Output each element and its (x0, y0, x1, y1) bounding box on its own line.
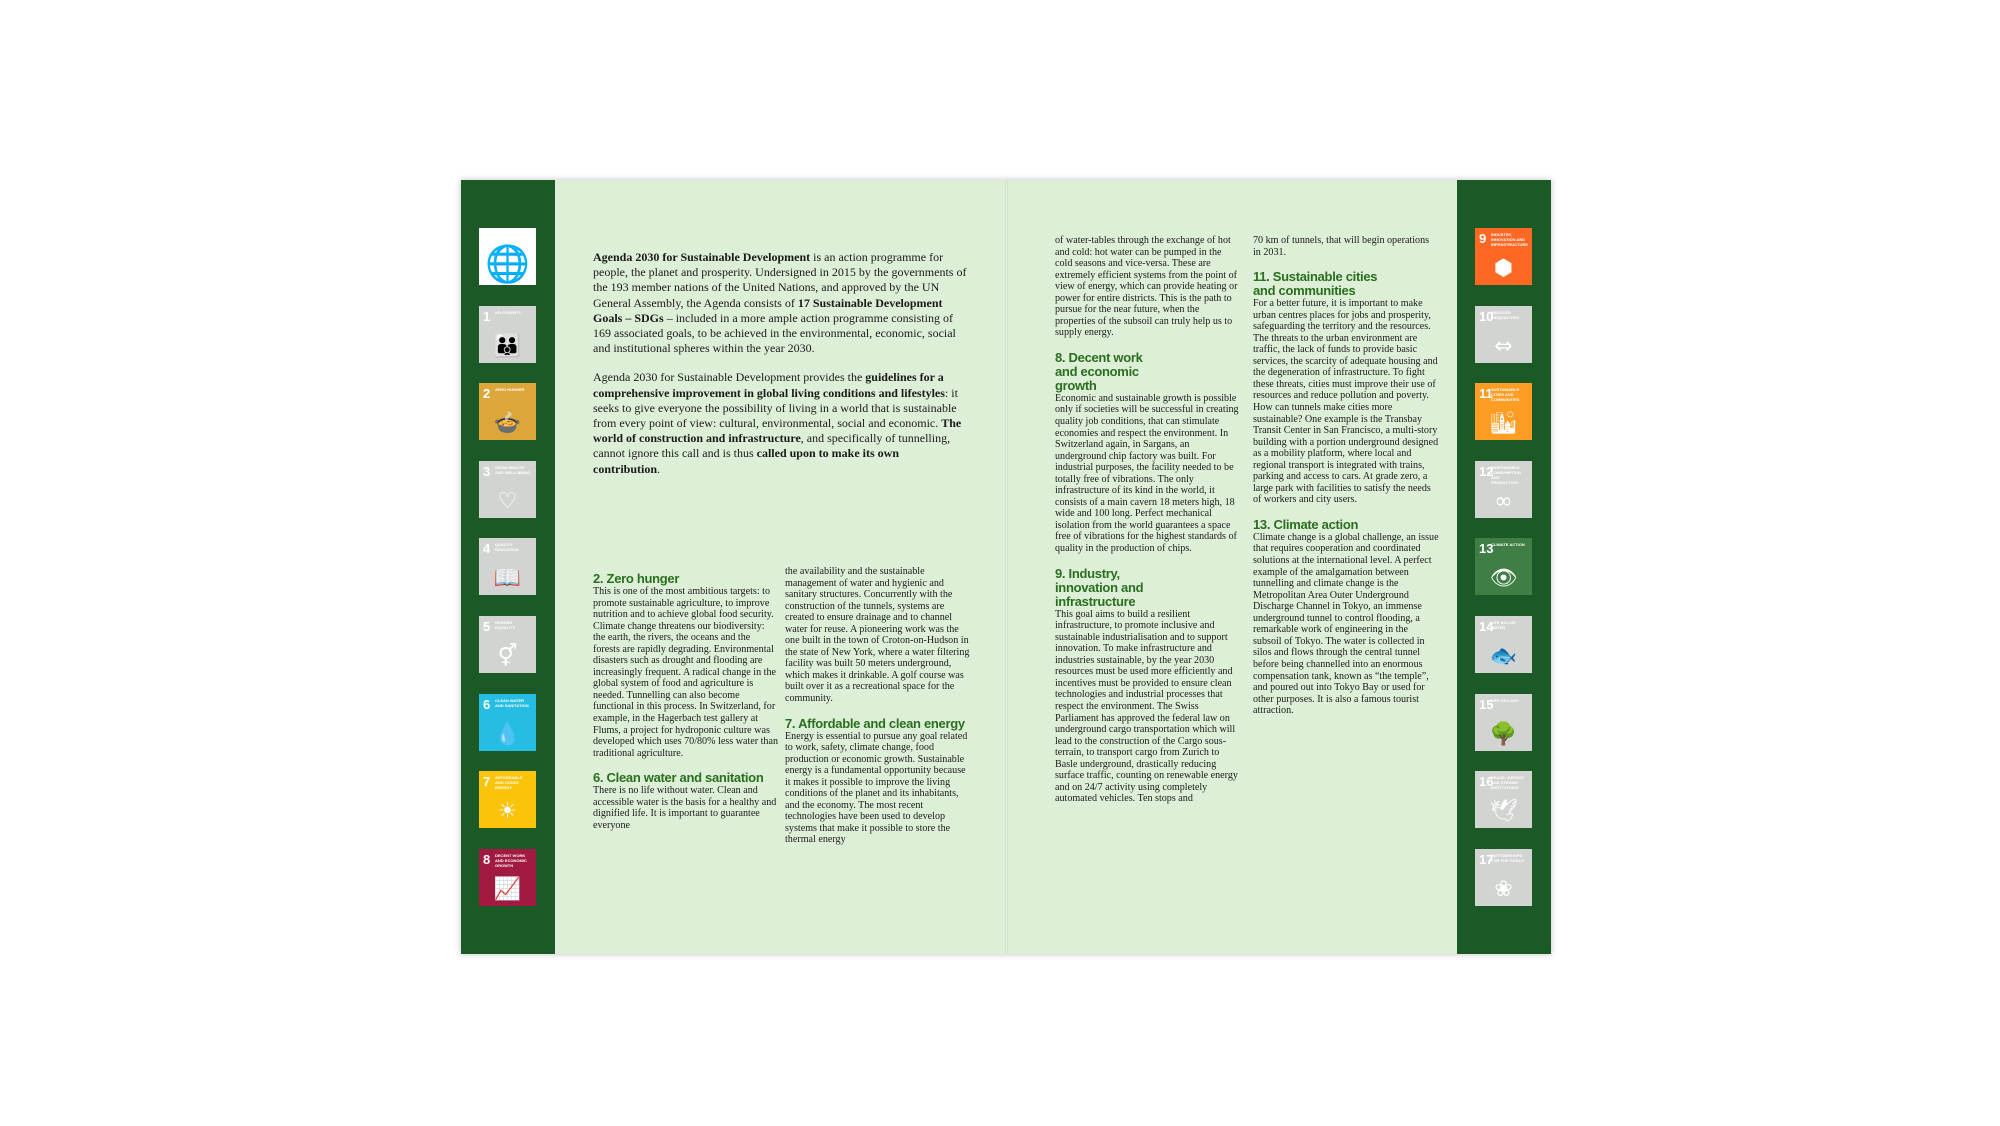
intro-bold-construction: The world of construction and infrastructure (593, 416, 962, 446)
sdg-glyph-icon: ⬢ (1493, 256, 1514, 281)
sdg-14-icon (1475, 616, 1532, 673)
sdg-glyph-icon: 🌐 (485, 244, 530, 285)
section-9-continued: 70 km of tunnels, that will begin operations in 2031. (1253, 235, 1430, 258)
section-6-body: There is no life without water. Clean and accessible water is the basis for a healthy and dignified life. It is important to guarantee everyone (593, 785, 777, 831)
sdg-number: 13 (1479, 541, 1494, 557)
sdg-label: AFFORDABLE AND CLEAN ENERGY (495, 775, 523, 791)
sdg-glyph-icon: 🍲 (493, 411, 522, 437)
sdg-label: LIFE ON LAND (1491, 697, 1519, 703)
sdg-label: CLEAN WATER AND SANITATION (495, 697, 529, 708)
sdg-16-icon (1475, 771, 1532, 828)
sdg-number: 4 (483, 541, 491, 557)
section-11-body: For a better future, it is important to make urban centres places for jobs and prosperity, safeguarding the territory and the resources. The threats to the urban environment are traffic, the lack of funds to provide basic services, the scarcity of adequate housing and the degeneration of infrastructure. To fight these threats, cities must improve their use of resources and reduce pollution and poverty. How can tunnels make cities more sustainable? One example is the Transbay Transit Center in San Francisco, a multi-story building with a portion underground designed as a mobility platform, where local and regional transport is integrated with trains, parking and access to cars. At grade zero, a large park with facilities to satisfy the needs of workers and city users. (1253, 298, 1439, 506)
sdg-glyph-icon: 👪 (493, 333, 522, 359)
sdg-7-icon (479, 771, 536, 828)
intro-text-2: – included in a more ample action programme consisting of 169 associated goals, to be achieved in the environmental, economic, social and institutional spheres within the year 2030. (593, 310, 956, 356)
sdg-8-icon (479, 849, 536, 906)
sdg-glyph-icon: 🏙 (1489, 411, 1518, 437)
intro-text-4: : it seeks to give everyone the possibility of living in a world that is sustainable from every point of view: cultural, environmental, social and economic. (593, 385, 958, 431)
sdg-15-icon (1475, 694, 1532, 751)
left-sdg-sidebar (461, 180, 555, 954)
intro-text-3: Agenda 2030 for Sustainable Development provides the (593, 370, 866, 385)
section-11-title: 11. Sustainable cities and communities (1253, 269, 1378, 299)
section-7-title: 7. Affordable and clean energy (785, 715, 965, 731)
sdg-13-icon (1475, 538, 1532, 595)
section-8-title: 8. Decent work and economic growth (1055, 349, 1143, 393)
section-13-title: 13. Climate action (1253, 516, 1359, 532)
sdg-4-icon (479, 538, 536, 595)
left-column-1 (593, 572, 778, 831)
right-column-2 (1253, 235, 1439, 717)
intro-text-1: is an action programme for people, the planet and prosperity. Undersigned in 2015 by the governments of the 193 member nations of the United Nations, and approved by the UN General Assembly, the Agenda consists of (593, 250, 967, 310)
sdg-label: GOOD HEALTH AND WELL-BEING (495, 464, 531, 475)
sdg-number: 17 (1479, 851, 1494, 867)
sdg-5-icon (479, 616, 536, 673)
sdg-17-icon (1475, 849, 1532, 906)
sdg-1-icon (479, 306, 536, 363)
sdg-label: ZERO HUNGER (495, 387, 525, 393)
sdg-label: REDUCED INEQUALITIES (1491, 309, 1520, 320)
section-2-body: This is one of the most ambitious targets: to promote sustainable agriculture, to improve nutrition and to achieve global food security. Climate change threatens our biodiversity: the earth, the rivers, the oceans and the forests are rapidly degrading. Environmental disasters such as drought and flooding are increasingly frequent. A radical change in the global system of food and agriculture is needed. Tunnelling can also become functional in this process. In Switzerland, for example, in the Hagerbach test gallery at Flums, a project for hydroponic culture was developed which uses 70/80% less water than traditional agriculture. (593, 586, 779, 759)
intro-bold-contribution: called upon to make its own contribution (593, 446, 899, 476)
sdg-label: PARTNERSHIPS FOR THE GOALS (1491, 852, 1524, 863)
intro-bold-guidelines: guidelines for a comprehensive improvement in global living conditions and lifestyles (593, 370, 945, 400)
intro-bold-agenda: Agenda 2030 for Sustainable Development (593, 250, 811, 264)
sdg-label: GENDER EQUALITY (495, 620, 516, 630)
page-spine (1005, 180, 1008, 954)
section-7-body: Energy is essential to pursue any goal related to work, safety, climate change, food production or economic growth. Sustainable energy is a fundamental opportunity because it makes it possible to improve the living conditions of the planet and its inhabitants, and the economy. The most recent technologies have been used to develop systems that make it possible to store the thermal energy (785, 730, 968, 846)
sdg-label: SUSTAINABLE CITIES AND COMMUNITIES (1491, 387, 1520, 403)
sdg-number: 12 (1479, 463, 1494, 479)
sdg-number: 3 (483, 463, 491, 479)
sdg-glyph-icon: ♡ (497, 488, 518, 514)
sdg-glyph-icon: 🐟 (1489, 644, 1518, 669)
sdg-number: 10 (1479, 308, 1494, 324)
sdg-glyph-icon: 👁 (1489, 566, 1518, 592)
intro-paragraph-2 (593, 370, 968, 476)
section-9-body: This goal aims to build a resilient infrastructure, to promote inclusive and sustainable industrialisation and to support innovation. To make infrastructure and industries sustainable, by the year 2030 resources must be used more efficiently and incentives must be provided to ensure clean technologies and industrial processes that respect the environment. The Swiss Parliament has approved the federal law on underground cargo transportation which will lead to the construction of the Cargo sous-terrain, to transport cargo from Zurich to Basle underground, drastically reducing surface traffic, counting on renewable energy and on 24/7 activity using completely automated vehicles. Ten stops and (1055, 608, 1238, 805)
sdg-number: 1 (483, 308, 491, 324)
sdg-glyph-icon: 🕊 (1489, 799, 1518, 825)
right-column-1 (1055, 235, 1241, 805)
section-13-body: Climate change is a global challenge, an issue that requires cooperation and coordinated solutions at the international level. A perfect example of the amalgamation between tunnelling and climate change is the Metropolitan Area Outer Underground Discharge Channel in Tokyo, an immense underground tunnel to control flooding, a remarkable work of engineering in the subsoil of Tokyo. The water is collected in silos and flows through the central tunnel before being channelled into an enormous compensation tank, known as “the temple”, and poured out into Tokyo Bay or used for other purposes. It is also a famous tourist attraction. (1253, 531, 1439, 717)
sdg-label: QUALITY EDUCATION (495, 542, 519, 553)
section-7-continued: of water-tables through the exchange of hot and cold: hot water can be pumped in the cold seasons and vice-versa. These are extremely efficient systems from the point of view of energy, which can provide heating or power for entire districts. This is the path to pursue for the near future, when the properties of the subsoil can truly help us to supply energy. (1055, 235, 1238, 339)
left-column-2 (785, 566, 970, 846)
sdg-label: DECENT WORK AND ECONOMIC GROWTH (495, 852, 527, 868)
sdg-glyph-icon: 📖 (493, 566, 522, 592)
right-sdg-sidebar (1457, 180, 1551, 954)
sdg-number: 14 (1479, 619, 1494, 634)
sdg-glyph-icon: ❀ (1494, 876, 1513, 902)
intro-paragraph-1 (593, 250, 968, 356)
section-6-continued: the availability and the sustainable management of water and hygienic and sanitary structures. Concurrently with the construction of the tunnels, systems are created to ensure drainage and to channel water for reuse. A pioneering work was the one built in the town of Croton-on-Hudson in the state of New York, where a water filtering facility was built 50 meters underground, which makes it drinkable. A golf course was built over it as a recreational space for the community. (785, 566, 970, 705)
intro-bold-sdgs: 17 Sustainable Development Goals – SDGs (593, 295, 943, 325)
sdg-glyph-icon: ∞ (1494, 488, 1513, 514)
sdg-10-icon (1475, 306, 1532, 363)
sdg-glyph-icon: 💧 (493, 721, 522, 747)
intro-text (593, 250, 968, 491)
sdg-12-icon (1475, 461, 1532, 518)
sdg-glyph-icon: ☀ (497, 799, 518, 825)
sdg-label: LIFE BELOW WATER (1491, 620, 1516, 630)
sdg-number: 5 (483, 619, 491, 634)
sdg-number: 9 (1479, 231, 1487, 246)
sdg-label: NO POVERTY (495, 309, 522, 315)
sdg-label: RESPONSIBLE CONSUMPTION AND PRODUCTION (1491, 464, 1521, 485)
sdg-glyph-icon: ⚥ (497, 644, 518, 669)
intro-text-5: , and specifically of tunnelling, cannot ignore this call and is thus (593, 431, 951, 461)
sdg-9-icon (1475, 228, 1532, 285)
sdg-number: 16 (1479, 774, 1494, 790)
sdg-glyph-icon: 📈 (493, 876, 522, 902)
un-emblem-icon (479, 228, 536, 285)
sdg-2-icon (479, 383, 536, 440)
sdg-glyph-icon: 🌳 (1489, 721, 1518, 747)
sdg-glyph-icon: ⇔ (1494, 333, 1513, 359)
sdg-3-icon (479, 461, 536, 518)
sdg-11-icon (1475, 383, 1532, 440)
sdg-number: 7 (483, 774, 491, 790)
section-6-title: 6. Clean water and sanitation (593, 770, 764, 786)
sdg-label: PEACE, JUSTICE AND STRONG INSTITUTIONS (1491, 775, 1524, 791)
sdg-6-icon (479, 694, 536, 751)
sdg-number: 6 (483, 696, 491, 712)
sdg-number: 11 (1479, 386, 1493, 402)
sdg-number: 8 (483, 851, 491, 867)
sdg-number: 2 (483, 386, 491, 402)
intro-text-6: . (657, 461, 661, 476)
section-8-body: Economic and sustainable growth is possible only if societies will be successful in creating quality job conditions, that can stimulate economies and respect the environment. In Switzerland again, in Sargans, an underground chip factory was built. For industrial purposes, the facility needed to be totally free of vibrations. The only infrastructure of its kind in the world, it consists of a main cavern 18 meters high, 18 wide and 100 long. Perfect mechanical isolation from the world guarantees a space free of vibrations for the highest standards of quality in the production of chips. (1055, 392, 1239, 555)
sdg-label: CLIMATE ACTION (1491, 542, 1525, 548)
sdg-number: 15 (1479, 696, 1494, 712)
section-2-title: 2. Zero hunger (593, 571, 680, 586)
sdg-label: INDUSTRY, INNOVATION AND INFRASTRUCTURE (1491, 232, 1528, 247)
section-9-title: 9. Industry, innovation and infrastructure (1055, 565, 1144, 609)
